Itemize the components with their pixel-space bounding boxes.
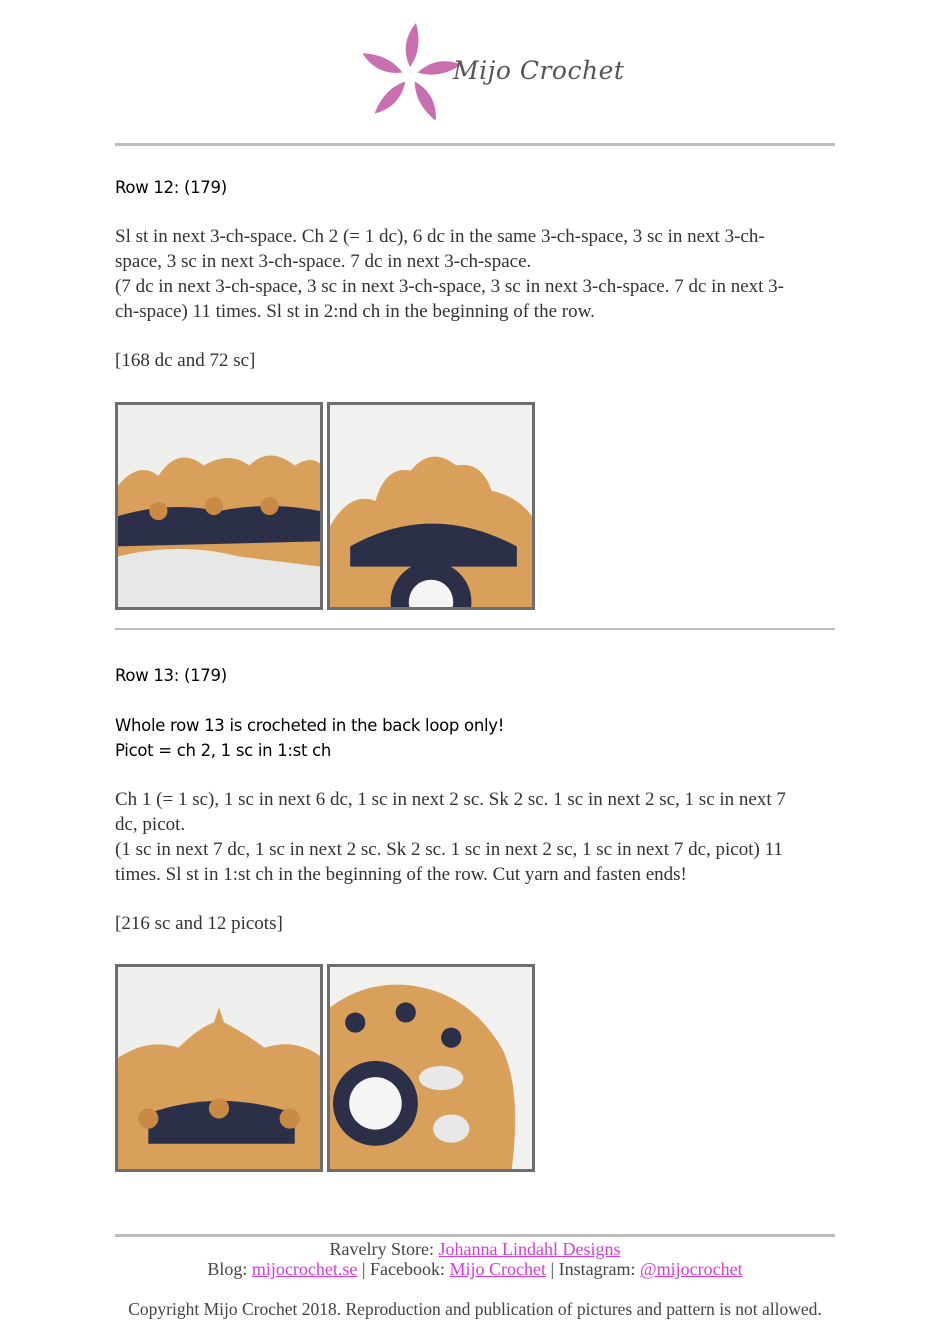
divider xyxy=(115,143,835,146)
row-13-note-back-loop: Whole row 13 is crocheted in the back loop only! xyxy=(115,716,505,735)
row-12-count: [168 dc and 72 sc] xyxy=(115,350,256,371)
blog-link[interactable]: mijocrochet.se xyxy=(251,1259,358,1279)
row-12-heading: Row 12: (179) xyxy=(115,178,227,197)
instagram-link[interactable]: @mijocrochet xyxy=(640,1259,743,1279)
facebook-link[interactable]: Mijo Crochet xyxy=(449,1259,546,1279)
copyright-notice: Copyright Mijo Crochet 2018. Reproduction and publication of pictures and pattern is not allowed. xyxy=(128,1299,822,1319)
row-12-instructions: Sl st in next 3-ch-space. Ch 2 (= 1 dc), 6 dc in the same 3-ch-space, 3 sc in next 3-ch- space, 3 sc in next 3-ch-space. 7 dc in next 3-ch-space. (7 dc in next 3-ch-space, 3 sc in next 3-ch-space, 3 sc in next 3-ch-space. 7 dc in next 3- ch-space) 11 times. Sl st in 2:nd ch in the beginning of the row. xyxy=(115,226,784,322)
row-13-photo-overview xyxy=(327,964,535,1172)
row-12-photo-overview xyxy=(327,402,535,610)
footer-social: Blog: mijocrochet.se | Facebook: Mijo Crochet | Instagram: @mijocrochet xyxy=(207,1259,743,1279)
logo-text: Mijo Crochet xyxy=(453,56,625,85)
row-13-note-picot: Picot = ch 2, 1 sc in 1:st ch xyxy=(115,741,332,760)
row-12-photo-closeup xyxy=(115,402,323,610)
divider xyxy=(115,628,835,630)
row-13-photo-closeup xyxy=(115,964,323,1172)
ravelry-store-link[interactable]: Johanna Lindahl Designs xyxy=(438,1239,621,1259)
divider xyxy=(115,1234,835,1237)
footer-ravelry: Ravelry Store: Johanna Lindahl Designs xyxy=(329,1239,621,1259)
flower-logo-icon xyxy=(362,20,462,130)
row-13-instructions: Ch 1 (= 1 sc), 1 sc in next 6 dc, 1 sc in next 2 sc. Sk 2 sc. 1 sc in next 2 sc, 1 sc in next 7 dc, picot. (1 sc in next 7 dc, 1 sc in next 2 sc. Sk 2 sc. 1 sc in next 2 sc, 1 sc in next 7 dc, picot) 11 times. Sl st in 1:st ch in the beginning of the row. Cut yarn and fasten ends! xyxy=(115,789,786,885)
row-13-heading: Row 13: (179) xyxy=(115,666,227,685)
row-13-count: [216 sc and 12 picots] xyxy=(115,913,283,934)
